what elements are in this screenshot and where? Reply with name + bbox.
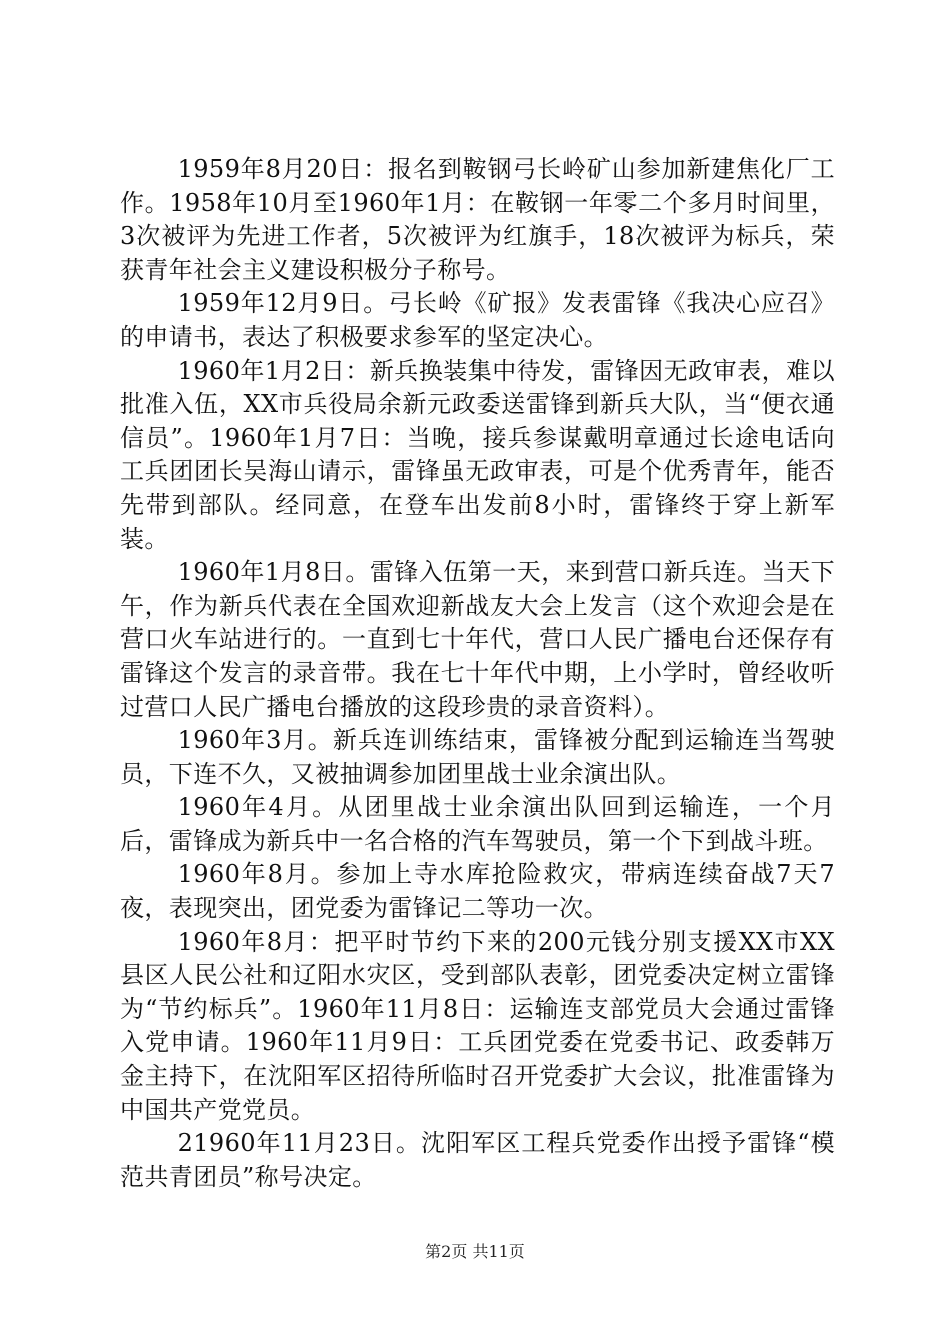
paragraph-5: 1960年3月。新兵连训练结束，雷锋被分配到运输连当驾驶员，下连不久，又被抽调参加团里战士业余演出队。 bbox=[120, 726, 835, 788]
paragraph-1: 1959年8月20日：报名到鞍钢弓长岭矿山参加新建焦化厂工作。1958年10月至1960年1月：在鞍钢一年零二个多月时间里，3次被评为先进工作者，5次被评为红旗手，18次被评为标兵，荣获青年社会主义建设积极分子称号。 bbox=[120, 155, 835, 284]
paragraph-7: 1960年8月。参加上寺水库抢险救灾，带病连续奋战7天7夜，表现突出，团党委为雷锋记二等功一次。 bbox=[120, 860, 835, 923]
page-footer bbox=[0, 1239, 950, 1262]
page-number-label: 第2页 共11页 bbox=[425, 1242, 525, 1261]
paragraph-6: 1960年4月。从团里战士业余演出队回到运输连，一个月后，雷锋成为新兵中一名合格的汽车驾驶员，第一个下到战斗班。 bbox=[120, 793, 835, 855]
paragraph-3: 1960年1月2日：新兵换装集中待发，雷锋因无政审表，难以批准入伍，XX市兵役局余新元政委送雷锋到新兵大队，当“便衣通信员”。1960年1月7日：当晚，接兵参谋戴明章通过长途电话向工兵团团长吴海山请示，雷锋虽无政审表，可是个优秀青年，能否先带到部队。经同意，在登车出发前8小时，雷锋终于穿上新军装。 bbox=[120, 356, 835, 553]
document-body bbox=[120, 153, 835, 1194]
paragraph-4: 1960年1月8日。雷锋入伍第一天，来到营口新兵连。当天下午，作为新兵代表在全国欢迎新战友大会上发言（这个欢迎会是在营口火车站进行的。一直到七十年代，营口人民广播电台还保存有雷锋这个发言的录音带。我在七十年代中期，上小学时，曾经收听过营口人民广播电台播放的这段珍贵的录音资料）。 bbox=[120, 558, 835, 721]
paragraph-9: 21960年11月23日。沈阳军区工程兵党委作出授予雷锋“模范共青团员”称号决定。 bbox=[120, 1129, 835, 1191]
paragraph-2: 1959年12月9日。弓长岭《矿报》发表雷锋《我决心应召》的申请书，表达了积极要求参军的坚定决心。 bbox=[120, 289, 835, 351]
paragraph-8: 1960年8月：把平时节约下来的200元钱分别支援XX市XX县区人民公社和辽阳水灾区，受到部队表彰，团党委决定树立雷锋为“节约标兵”。1960年11月8日：运输连支部党员大会通过雷锋入党申请。1960年11月9日：工兵团党委在党委书记、政委韩万金主持下，在沈阳军区招待所临时召开党委扩大会议，批准雷锋为中国共产党党员。 bbox=[120, 927, 835, 1124]
